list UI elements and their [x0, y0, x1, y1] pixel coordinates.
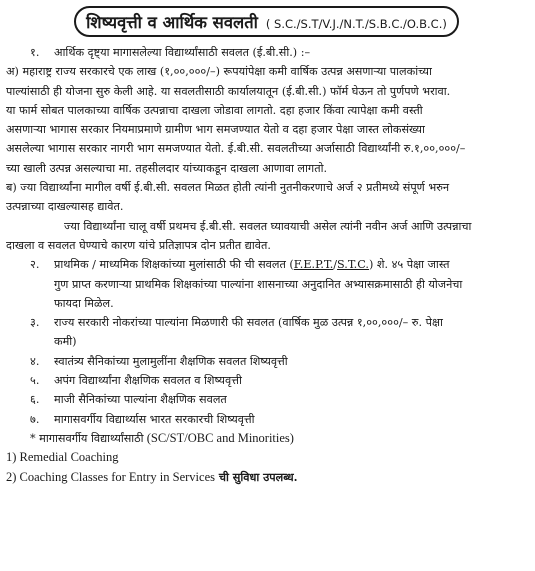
list-item-5	[6, 371, 527, 390]
item2-pre: प्राथमिक / माध्यमिक शिक्षकांच्या मुलांसाठी फी ची सवलत (	[54, 258, 294, 272]
para-a-line: पाल्यांसाठी ही योजना सुरु केली आहे. या सवलतीसाठी कार्यालयातून (ई.बी.सी.) फॉर्म घेऊन तो पुर्णपणे भरावा.	[6, 84, 451, 98]
title-wrap	[6, 6, 527, 37]
para-a-line: च्या खाली उत्पन्न असल्याचा मा. तहसीलदार यांच्याकडून दाखला आणावा लागतो.	[6, 161, 328, 175]
title-box	[74, 6, 459, 37]
coaching-classes-latin: 2) Coaching Classes for Entry in Services	[6, 469, 215, 484]
list-item-number: ४.	[30, 354, 40, 368]
item3-line2: कमी)	[54, 335, 77, 349]
item2-post: ) शे. ४५ पेक्षा जास्त	[368, 258, 450, 272]
page-title: शिष्यवृत्ती व आर्थिक सवलती	[86, 13, 258, 32]
document-body	[6, 43, 527, 487]
list-item-text: अपंग विद्यार्थ्यांना शैक्षणिक सवलत व शिष्यवृत्ती	[54, 374, 242, 388]
para-a-line: या फार्म सोबत पालकाच्या वार्षिक उत्पन्नाचा दाखला जोडावा लागतो. दहा हजार किंवा त्यापेक्षा कमी वस्ती	[6, 103, 423, 117]
list-item-text	[54, 255, 527, 313]
item2-line1	[54, 255, 527, 274]
list-item-number: २.	[30, 258, 40, 272]
para-b-line: ब) ज्या विद्यार्थ्यांना मागील वर्षी ई.बी.सी. सवलत मिळत होती त्यांनी नुतनीकरणाचे अर्ज २ प्रतीमध्ये संपूर्ण भरुन	[6, 181, 450, 195]
para-b-line: उत्पन्नाच्या दाखल्यासह द्यावेत.	[6, 200, 124, 214]
item2-line2: गुण प्राप्त करणाऱ्या प्राथमिक शिक्षकांच्या पाल्यांना शासनाच्या अनुदानित अभ्यासक्रमासाठी ही योजनेचा	[54, 277, 463, 291]
remedial-coaching-line: 1) Remedial Coaching	[6, 450, 119, 465]
item3-line1: राज्य सरकारी नोकरांच्या पाल्यांना मिळणारी फी सवलत (वार्षिक मुळ उत्पन्न १,००,०००/– रु. पेक्षा	[54, 316, 443, 330]
section1-heading-line	[6, 43, 527, 62]
section1-number: १.	[30, 46, 40, 59]
list-item-number: ६.	[30, 393, 40, 407]
item2-line3: फायदा मिळेल.	[54, 296, 114, 310]
item2-slash: /	[333, 258, 338, 272]
coaching-classes-line	[6, 468, 527, 487]
list-item-6	[6, 390, 527, 409]
list-item-number: ५.	[30, 374, 40, 388]
list-item-text: मागासवर्गीय विद्यार्थ्यास भारत सरकारची शिष्यवृत्ती	[54, 412, 255, 426]
stc-link-text: S.T.C.	[337, 258, 369, 272]
para-c-line: ज्या विद्यार्थ्यांना चालू वर्षी प्रथमच ई.बी.सी. सवलत घ्यावयाची असेल त्यांनी नवीन अर्ज आणि उत्पन्नाचा	[64, 219, 472, 233]
page-subtitle: ( S.C./S.T/V.J./N.T./S.B.C./O.B.C.)	[265, 17, 447, 31]
para-b	[6, 178, 527, 217]
para-a-line: असलेल्या भागास सरकार नागरी भाग समजण्यात येतो. ई.बी.सी. सवलतीच्या अर्जासाठी विद्यार्थ्यांनी रु.१,००,०००/–	[6, 142, 466, 156]
section1-heading: आर्थिक दृष्ट्या मागासलेल्या विद्यार्थ्यांसाठी सवलत (ई.बी.सी.) :–	[54, 46, 311, 59]
list-item-number: ७.	[30, 412, 40, 426]
para-c-line: दाखला व सवलत घेण्याचे कारण यांचे प्रतिज्ञापत्र दोन प्रतीत द्यावेत.	[6, 238, 271, 252]
list-item-text: माजी सैनिकांच्या पाल्यांना शैक्षणिक सवलत	[54, 393, 227, 407]
list-item-text: स्वातंत्र्य सैनिकांच्या मुलामुलींना शैक्षणिक सवलत शिष्यवृत्ती	[54, 354, 288, 368]
minorities-line	[6, 429, 527, 448]
minorities-label: * मागासवर्गीय विद्यार्थ्यांसाठी	[30, 431, 144, 445]
list-item-3	[6, 313, 527, 352]
list-item-4	[6, 352, 527, 371]
fept-link-text: F.E.P.T.	[293, 258, 334, 272]
para-a-line: अ) महाराष्ट्र राज्य सरकारचे एक लाख (१,००,०००/–) रूपयांपेक्षा कमी वार्षिक उत्पन्न असणाऱ्या पालकांच्या	[6, 65, 432, 79]
coaching-classes-marathi: ची सुविधा उपलब्ध.	[214, 469, 298, 484]
list-item-text	[54, 313, 527, 352]
para-a	[6, 62, 527, 178]
para-c	[6, 217, 527, 256]
list-item-number: ३.	[30, 316, 40, 330]
para-a-line: असणाऱ्या भागास सरकार नियमाप्रमाणे ग्रामीण भाग समजण्यात येतो व दहा हजार पेक्षा जास्त लोकसंख्या	[6, 123, 425, 137]
list-item-2	[6, 255, 527, 313]
list-item-7	[6, 410, 527, 429]
minorities-latin: (SC/ST/OBC and Minorities)	[143, 430, 294, 445]
